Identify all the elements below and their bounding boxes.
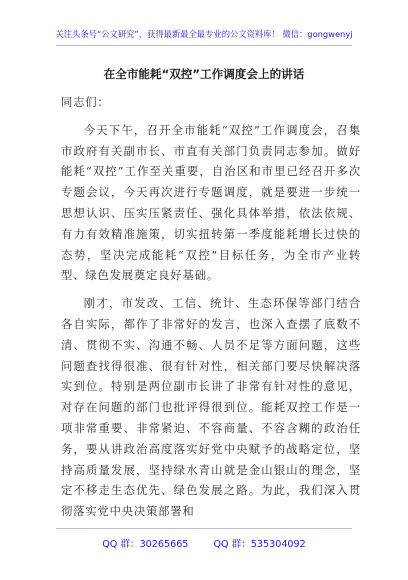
document-title: 在全市能耗“双控”工作调度会上的讲话 <box>103 67 305 81</box>
body-paragraph-1: 今天下午，召开全市能耗“双控”工作调度会，召集市政府有关副市长、市直有关部门负责同志参加。做好能耗“双控”工作至关重要，自治区和市里已经召开多次专题会议，今天再次进行专题调度，就是要进一步统一思想认识、压实压紧责任、强化具体举措，依法依规、有力有效精准施策，切实扭转第一季度能耗增长过快的态势，坚决完成能耗“双控”目标任务，为全市产业转型、绿色发展奠定良好基础。 <box>61 122 361 283</box>
header-divider <box>56 45 352 46</box>
document-body <box>61 92 361 522</box>
header-banner: 关注头条号“公文研究”，获得最新最全最专业的公文资料库！ 微信：gongwenyj <box>55 29 353 39</box>
footer <box>0 536 408 550</box>
footer-qq-group-2: QQ 群：535304092 <box>213 539 306 550</box>
footer-qq-group-1: QQ 群：30265665 <box>102 539 189 550</box>
footer-divider <box>56 528 352 529</box>
body-paragraph-2: 刚才，市发改、工信、统计、生态环保等部门结合各自实际，都作了非常好的发言，也深入查摆了底数不清、贯彻不实、沟通不畅、人员不足等方面问题，这些问题查找得很准、很有针对性，相关部门要尽快解决落实到位。特别是两位副市长讲了非常有针对性的意见，对存在问题的部门也批评得很到位。能耗双控工作是一项非常重要、非常紧迫、不容商量、不容含糊的政治任务，要从讲政治高度落实好党中央赋予的战略定位，坚持高质量发展，坚持绿水青山就是金山银山的理念，坚定不移走生态优先、绿色发展之路。为此，我们深入贯彻落实党中央决策部署和 <box>61 296 361 519</box>
salutation: 同志们： <box>61 95 110 109</box>
